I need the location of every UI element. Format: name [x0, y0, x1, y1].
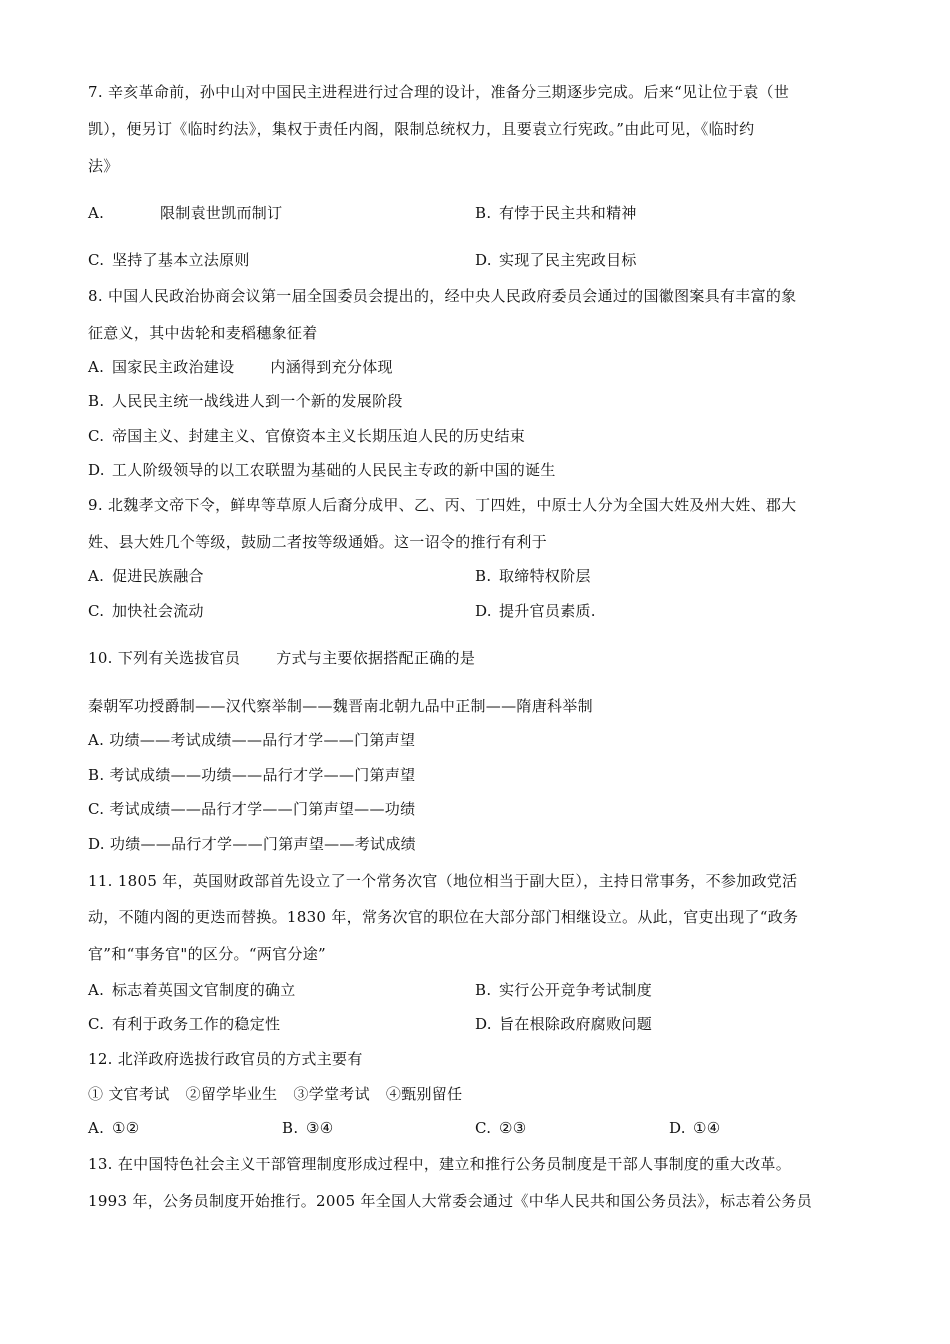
q12-option-b-text: ③④ [306, 1119, 334, 1137]
q7-option-c-text: 坚持了基本立法原则 [112, 251, 250, 269]
q7-option-c-letter: C. [88, 251, 105, 269]
q9-option-d-letter: D. [475, 602, 492, 620]
q12-option-a-letter: A. [88, 1119, 105, 1137]
q8-option-c-letter: C. [88, 427, 105, 445]
q12-option-c[interactable] [475, 1118, 527, 1138]
q11-option-c-text: 有利于政务工作的稳定性 [112, 1015, 281, 1033]
q11-option-d-letter: D. [475, 1015, 492, 1033]
q11-option-a-text: 标志着英国文官制度的确立 [112, 981, 296, 999]
q11-option-d[interactable] [475, 1014, 652, 1034]
q12-option-d[interactable] [669, 1118, 721, 1138]
q7-option-b[interactable] [475, 203, 637, 223]
q12-item-4: ④甄别留任 [385, 1085, 463, 1103]
q11-option-a[interactable] [88, 980, 296, 1000]
q12-stem: 12. 北洋政府选拔行政官员的方式主要有 [88, 1050, 363, 1068]
q8-option-b[interactable] [88, 391, 403, 411]
q8-option-d[interactable] [88, 460, 556, 480]
q12-option-c-text: ②③ [499, 1119, 527, 1137]
q11-stem-line-2: 动，不随内阁的更迭而替换。1830 年，常务次官的职位在大部分部门相继设立。从此，官吏出现了“政务 [88, 908, 799, 926]
q12-option-c-letter: C. [475, 1119, 492, 1137]
q9-stem-line-2: 姓、县大姓几个等级，鼓励二者按等级通婚。这一诏令的推行有利于 [88, 533, 548, 551]
q13-stem-line-2: 1993 年，公务员制度开始推行。2005 年全国人大常委会通过《中华人民共和国公务员法》，标志着公务员 [88, 1192, 812, 1210]
q9-option-a-letter: A. [88, 567, 105, 585]
q7-option-d-letter: D. [475, 251, 492, 269]
q10-stem-part2: 方式与主要依据搭配正确的是 [276, 649, 476, 667]
q10-option-a[interactable]: A. 功绩——考试成绩——品行才学——门第声望 [88, 731, 416, 749]
q11-option-b[interactable] [475, 980, 652, 1000]
q8-option-a-text-part2: 内涵得到充分体现 [270, 358, 393, 376]
q10-option-d[interactable]: D. 功绩——品行才学——门第声望——考试成绩 [88, 835, 416, 853]
q11-option-a-letter: A. [88, 981, 105, 999]
q7-option-d[interactable] [475, 250, 637, 270]
q10-stem [88, 648, 475, 668]
q7-option-a-text: 限制袁世凯而制订 [160, 204, 283, 222]
q11-option-b-letter: B. [475, 981, 492, 999]
q12-items [88, 1084, 462, 1104]
q12-item-1: ① 文官考试 [88, 1085, 170, 1103]
q11-option-c[interactable] [88, 1014, 280, 1034]
q9-option-a-text: 促进民族融合 [112, 567, 204, 585]
q9-stem-line-1: 9. 北魏孝文帝下令，鲜卑等草原人后裔分成甲、乙、丙、丁四姓，中原士人分为全国大姓及州大姓、郡大 [88, 496, 797, 514]
q9-option-c[interactable] [88, 601, 204, 621]
q11-stem-line-1: 11. 1805 年，英国财政部首先设立了一个常务次官（地位相当于副大臣），主持日常事务，不参加政党活 [88, 872, 798, 890]
q8-option-a-letter: A. [88, 358, 105, 376]
q10-stem-part1: 10. 下列有关选拔官员 [88, 649, 241, 667]
q8-option-d-letter: D. [88, 461, 105, 479]
q8-option-d-text: 工人阶级领导的以工农联盟为基础的人民民主专政的新中国的诞生 [112, 461, 556, 479]
q8-option-b-text: 人民民主统一战线进人到一个新的发展阶段 [112, 392, 403, 410]
q8-option-a-text-part1: 国家民主政治建设 [112, 358, 235, 376]
q8-option-c-text: 帝国主义、封建主义、官僚资本主义长期压迫人民的历史结束 [112, 427, 526, 445]
q7-stem-line-3: 法》 [88, 157, 119, 175]
q12-option-a[interactable] [88, 1118, 140, 1138]
q12-item-2: ②留学毕业生 [185, 1085, 278, 1103]
q10-option-c[interactable]: C. 考试成绩——品行才学——门第声望——功绩 [88, 800, 416, 818]
q12-item-3: ③学堂考试 [293, 1085, 370, 1103]
q7-option-b-letter: B. [475, 204, 492, 222]
q13-stem-line-1: 13. 在中国特色社会主义干部管理制度形成过程中，建立和推行公务员制度是干部人事制度的重大改革。 [88, 1155, 792, 1173]
q8-option-b-letter: B. [88, 392, 105, 410]
q9-option-b-text: 取缔特权阶层 [499, 567, 591, 585]
q11-option-b-text: 实行公开竞争考试制度 [499, 981, 653, 999]
q9-option-b-letter: B. [475, 567, 492, 585]
q10-option-b[interactable]: B. 考试成绩——功绩——品行才学——门第声望 [88, 766, 416, 784]
q12-option-b-letter: B. [282, 1119, 299, 1137]
q7-option-c[interactable] [88, 250, 250, 270]
q7-option-a[interactable] [88, 203, 282, 223]
q12-option-d-letter: D. [669, 1119, 686, 1137]
q8-option-c[interactable] [88, 426, 525, 446]
q7-option-d-text: 实现了民主宪政目标 [499, 251, 637, 269]
q8-stem-line-1: 8. 中国人民政治协商会议第一届全国委员会提出的，经中央人民政府委员会通过的国徽图案具有丰富的象 [88, 287, 797, 305]
q8-option-a[interactable] [88, 357, 393, 377]
q12-option-d-text: ①④ [693, 1119, 721, 1137]
q12-option-b[interactable] [282, 1118, 334, 1138]
q9-option-d-text: 提升官员素质. [499, 602, 596, 620]
q7-option-b-text: 有悖于民主共和精神 [499, 204, 637, 222]
q12-option-a-text: ①② [112, 1119, 140, 1137]
q9-option-d[interactable] [475, 601, 596, 621]
q11-option-c-letter: C. [88, 1015, 105, 1033]
q9-option-b[interactable] [475, 566, 591, 586]
q11-option-d-text: 旨在根除政府腐败问题 [499, 1015, 653, 1033]
q7-option-a-letter: A. [88, 204, 105, 222]
q7-stem-line-1: 7. 辛亥革命前，孙中山对中国民主进程进行过合理的设计，准备分三期逐步完成。后来“见让位于袁（世 [88, 83, 790, 101]
q9-option-a[interactable] [88, 566, 204, 586]
q9-option-c-letter: C. [88, 602, 105, 620]
q9-option-c-text: 加快社会流动 [112, 602, 204, 620]
q11-stem-line-3: 官”和“事务官"的区分。“两官分途” [88, 945, 326, 963]
q10-sequence: 秦朝军功授爵制——汉代察举制——魏晋南北朝九品中正制——隋唐科举制 [88, 697, 593, 715]
q8-stem-line-2: 征意义，其中齿轮和麦稻穗象征着 [88, 324, 318, 342]
q7-stem-line-2: 凯），便另订《临时约法》，集权于责任内阁，限制总统权力，且要袁立行宪政。”由此可见，《临时约 [88, 120, 755, 138]
